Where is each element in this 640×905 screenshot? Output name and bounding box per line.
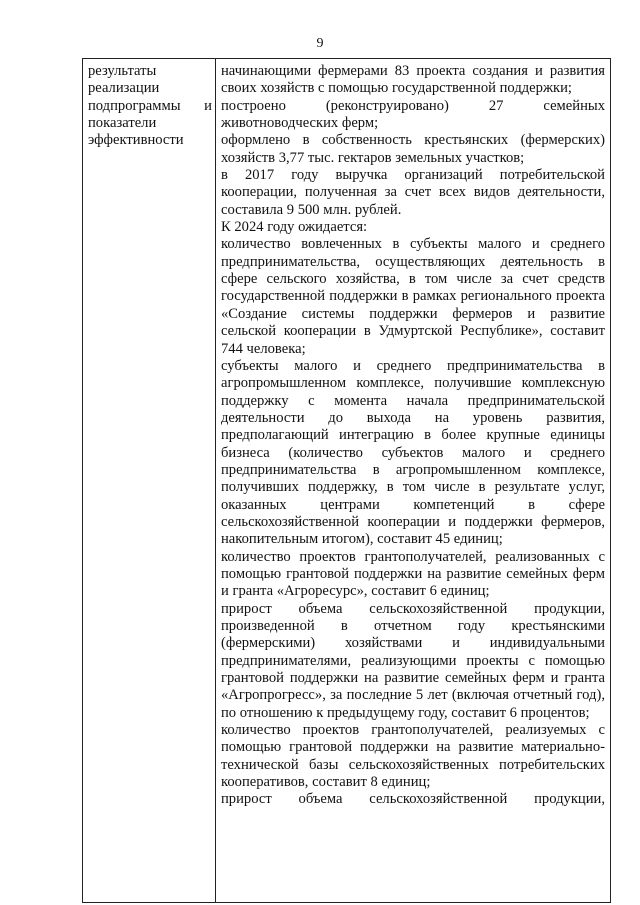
content-paragraph: количество вовлеченных в субъекты малого и среднего предпринимательства, осуществляющих деятельность в сфере сельского хозяйства, в том числе за счет средств государственной поддержки в рамках регионального проекта «Создание системы поддержки фермеров и развитие сельской кооперации в Удмуртской Республике», составит 744 человека; [221, 236, 605, 357]
content-paragraph-continued: прирост объема сельскохозяйственной продукции, [221, 791, 605, 808]
section-label-line: результаты [88, 63, 157, 79]
content-paragraph: количество проектов грантополучателей, реализованных с помощью грантовой поддержки на развитие семейных ферм и гранта «Агроресурс», составит 6 единиц; [221, 548, 605, 600]
page-number: 9 [316, 36, 324, 51]
table-row [83, 59, 611, 903]
section-label-line: подпрограммы и [88, 97, 212, 114]
section-label-cell [83, 59, 216, 903]
section-label-line: показатели [88, 115, 157, 132]
content-paragraph: прирост объема сельскохозяйственной продукции, произведенной в отчетном году крестьянскими (фермерскими) хозяйствами и индивидуальными предпринимателями, реализующими проекты с помощью грантовой поддержки на развитие семейных ферм и гранта «Агропрогресс», за последние 5 лет (включая отчетный год), по отношению к предыдущему году, составит 6 процентов; [221, 600, 605, 721]
section-label-line: эффективности [88, 132, 184, 149]
section-label-line: реализации [88, 80, 160, 97]
content-paragraph: количество проектов грантополучателей, реализуемых с помощью грантовой поддержки на развитие материально-технической базы сельскохозяйственных потребительских кооперативов, составит 8 единиц; [221, 722, 605, 791]
program-passport-table [82, 58, 611, 903]
content-paragraph: начинающими фермерами 83 проекта создания и развития своих хозяйств с помощью государственной поддержки; [221, 63, 605, 97]
content-paragraph: построено (реконструировано) 27 семейных животноводческих ферм; [221, 97, 605, 132]
section-content-cell [216, 59, 611, 903]
content-paragraph: оформлено в собственность крестьянских (фермерских) хозяйств 3,77 тыс. гектаров земельных участков; [221, 132, 605, 166]
content-paragraph: в 2017 году выручка организаций потребительской кооперации, полученная за счет всех видов деятельности, составила 9 500 млн. рублей. [221, 167, 605, 218]
content-paragraph: К 2024 году ожидается: [221, 219, 368, 236]
content-paragraph: субъекты малого и среднего предпринимательства в агропромышленном комплексе, получившие комплексную поддержку с момента начала предпринимательской деятельности до выхода на уровень развития, предполагающий интеграцию в более крупные единицы бизнеса (количество субъектов малого и среднего предпринимательства в агропромышленном комплексе, получивших поддержку, в том числе в результате услуг, оказанных центрами компетенций в сфере сельскохозяйственной кооперации и поддержки фермеров, накопительным итогом), составит 45 единиц; [221, 357, 605, 548]
